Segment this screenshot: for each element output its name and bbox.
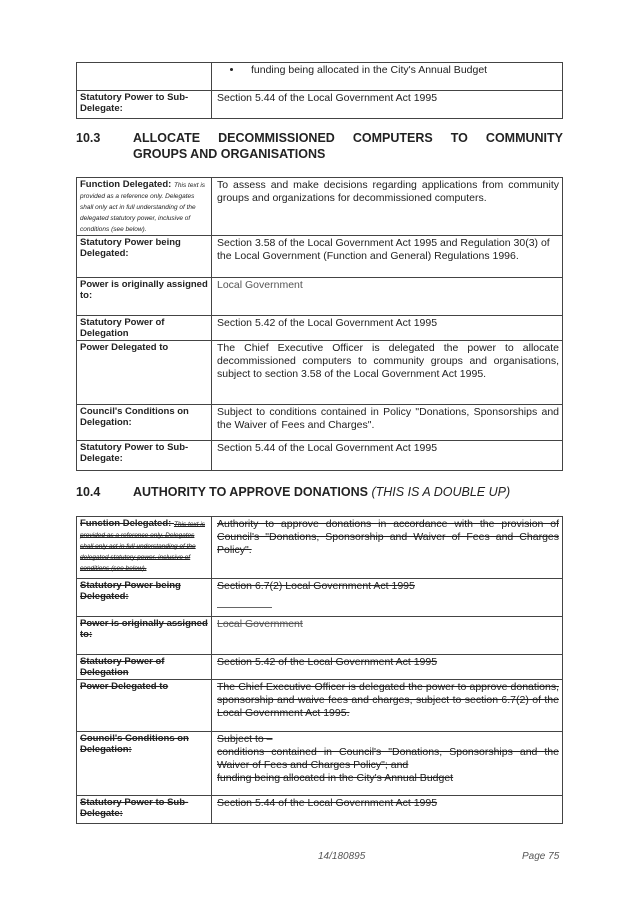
statutory-power-value: Section 3.58 of the Local Government Act 1995 and Regulation 30(3) of the Local Government (Function and General) Regulations 1996.	[212, 236, 563, 278]
sub-delegate-value: Section 5.44 of the Local Government Act 1995	[212, 441, 563, 471]
origin-value: Local Government	[212, 278, 563, 316]
origin-label: Power is originally assigned to:	[77, 278, 212, 316]
page-number: Page 75	[522, 851, 560, 862]
delegated-to-value: The Chief Executive Officer is delegated the power to allocate decommissioned computers to community groups and organisations, subject to section 3.58 of the Local Government Act 1995.	[212, 341, 563, 405]
sub-delegate-value: Section 5.44 of the Local Government Act 1995	[212, 796, 563, 824]
function-note: This text is provided as a reference only. Delegates shall only act in full understanding of the delegated statutory power, inclusive of conditions (see below).	[80, 521, 206, 572]
section-title-text: AUTHORITY TO APPROVE DONATIONS	[133, 485, 368, 499]
power-of-delegation-value: Section 5.42 of the Local Government Act 1995	[212, 655, 563, 680]
document-reference: 14/180895	[318, 851, 366, 862]
section-10-3-table	[76, 177, 563, 471]
conditions-line-1: Subject to –	[217, 733, 273, 745]
section-number: 10.3	[76, 131, 101, 145]
underline-rule	[217, 606, 272, 608]
statutory-power-label: Statutory Power being Delegated:	[77, 236, 212, 278]
conditions-label: Council's Conditions on Delegation:	[77, 732, 212, 796]
sub-delegate-label: Statutory Power to Sub-Delegate:	[77, 91, 212, 119]
bullet-item: • funding being allocated in the City's Annual Budget	[243, 64, 559, 77]
function-label-text: Function Delegated:	[80, 518, 172, 529]
function-delegated-label	[77, 517, 212, 579]
origin-label: Power is originally assigned to:	[77, 617, 212, 655]
bullet-cell	[212, 63, 563, 91]
section-10-3-heading	[76, 130, 563, 164]
statutory-power-value	[212, 579, 563, 617]
delegated-to-label: Power Delegated to	[77, 341, 212, 405]
statutory-power-text: Section 6.7(2) Local Government Act 1995	[217, 580, 415, 592]
conditions-line-2: conditions contained in Council's "Donations, Sponsorships and the Waiver of Fees and Charges Policy"; and	[217, 746, 559, 771]
power-of-delegation-value: Section 5.42 of the Local Government Act 1995	[212, 316, 563, 341]
sub-delegate-value: Section 5.44 of the Local Government Act 1995	[212, 91, 563, 119]
sub-delegate-label: Statutory Power to Sub-Delegate:	[77, 796, 212, 824]
delegated-to-label: Power Delegated to	[77, 680, 212, 732]
section-title-line2: GROUPS AND ORGANISATIONS	[133, 147, 326, 161]
function-note: This text is provided as a reference only. Delegates shall only act in full understanding of the delegated statutory power, inclusive of conditions (see below).	[80, 182, 206, 233]
sub-delegate-label: Statutory Power to Sub-Delegate:	[77, 441, 212, 471]
section-10-4-heading	[76, 484, 563, 502]
section-title	[133, 484, 563, 500]
delegated-to-value: The Chief Executive Officer is delegated the power to approve donations, sponsorship and waive fees and charges, subject to section 6.7(2) of the Local Government Act 1995.	[212, 680, 563, 732]
statutory-power-label: Statutory Power being Delegated:	[77, 579, 212, 617]
section-title-line1: ALLOCATE DECOMMISSIONED COMPUTERS TO COMMUNITY	[133, 131, 563, 145]
function-label-text: Function Delegated:	[80, 179, 172, 190]
power-of-delegation-label: Statutory Power of Delegation	[77, 316, 212, 341]
function-delegated-label	[77, 178, 212, 236]
section-number: 10.4	[76, 485, 101, 499]
conditions-value: Subject to conditions contained in Policy "Donations, Sponsorships and the Waiver of Fees and Charges".	[212, 405, 563, 441]
origin-value: Local Government	[212, 617, 563, 655]
section-10-4-table	[76, 516, 563, 824]
function-delegated-value: Authority to approve donations in accordance with the provision of Council's "Donations, Sponsorship and Waiver of Fees and Charges Policy".	[212, 517, 563, 579]
section-title-note: (THIS IS A DOUBLE UP)	[371, 485, 511, 499]
function-delegated-value: To assess and make decisions regarding applications from community groups and organizations for decommissioned computers.	[212, 178, 563, 236]
top-delegation-table	[76, 62, 563, 119]
power-of-delegation-label: Statutory Power of Delegation	[77, 655, 212, 680]
conditions-line-3: funding being allocated in the City's Annual Budget	[217, 772, 454, 784]
empty-label-cell	[77, 63, 212, 91]
conditions-label: Council's Conditions on Delegation:	[77, 405, 212, 441]
conditions-value	[212, 732, 563, 796]
